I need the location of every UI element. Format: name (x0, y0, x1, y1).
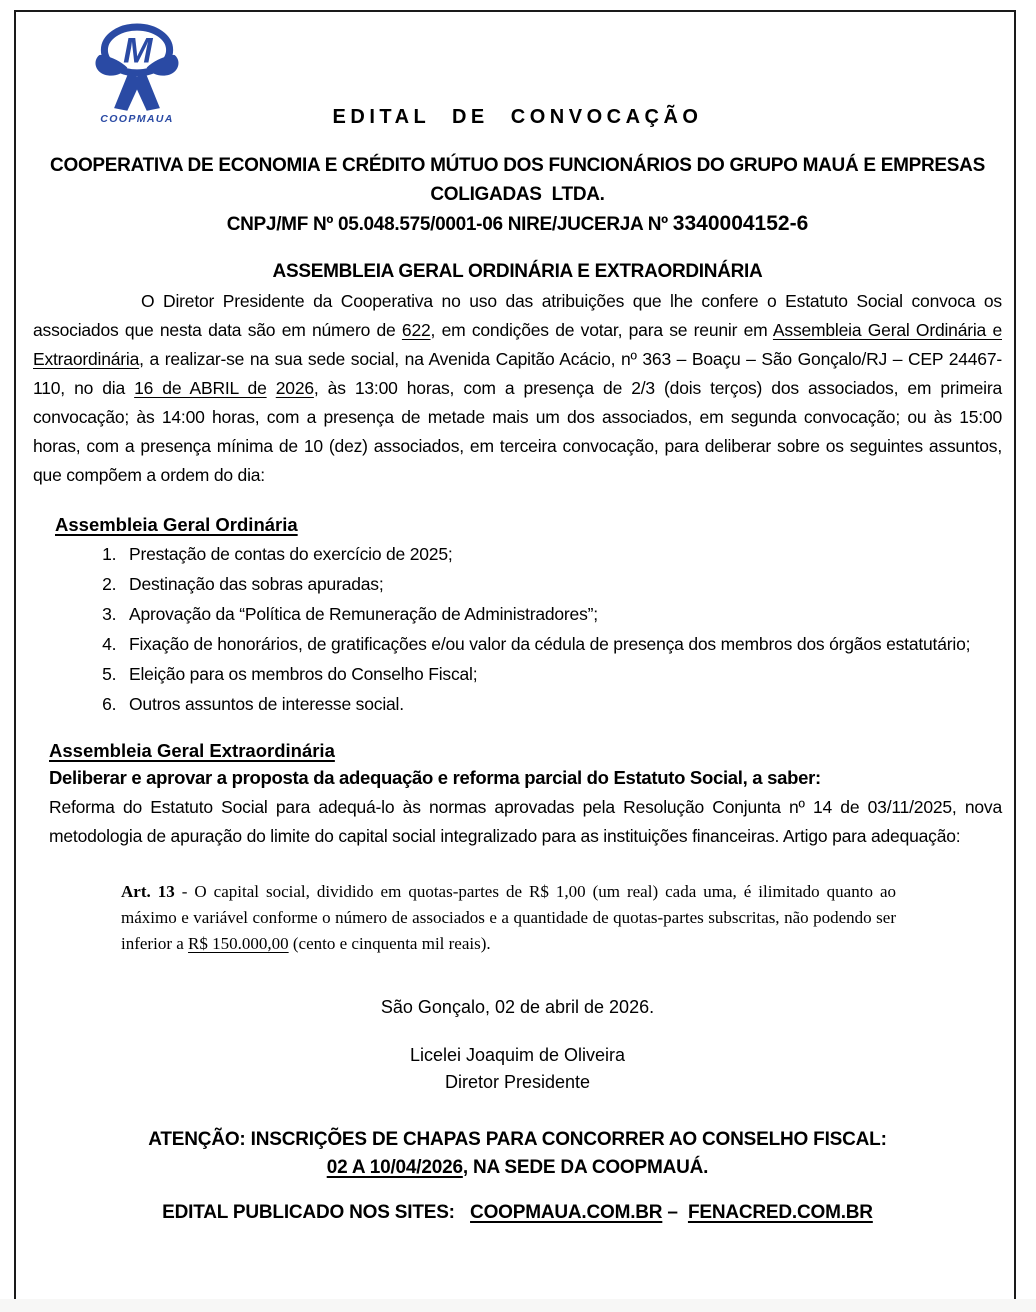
text-segment: , em condições de votar, para se reunir em (430, 320, 773, 340)
attention-deadline (33, 1154, 1002, 1182)
text-segment: Assembleia Geral Ordinária e Extraordinária (33, 320, 1002, 369)
assembly-heading: ASSEMBLEIA GERAL ORDINÁRIA E EXTRAORDINÁRIA (272, 261, 763, 282)
text-segment: , NA SEDE DA COOPMAUÁ. (462, 1157, 709, 1178)
place-date-line: São Gonçalo, 02 de abril de 2026. (380, 997, 655, 1017)
text-segment: - O capital social, dividido em quotas-partes de R$ 1,00 (um real) cada uma, é ilimitado quanto ao máximo e variável conforme o número de associados e a quantidade de quotas-partes subscritas, não podendo ser inferior a (121, 882, 896, 953)
registry-line (33, 209, 1002, 239)
agenda-item: 6. Outros assuntos de interesse social. (121, 690, 1002, 718)
age-paragraph: Reforma do Estatuto Social para adequá-lo às normas aprovadas pela Resolução Conjunta nº 14 de 03/11/2025, nova metodologia de apuração do limite do capital social integralizado para as instituições financeiras. Artigo para adequação: (49, 797, 1002, 846)
document-content (33, 0, 1002, 1224)
agenda-item: 3. Aprovação da “Política de Remuneração de Administradores”; (121, 600, 1002, 628)
text-segment: FENACRED.COM.BR (687, 1202, 873, 1223)
attention-line: ATENÇÃO: INSCRIÇÕES DE CHAPAS PARA CONCORRER AO CONSELHO FISCAL: (148, 1129, 887, 1150)
page-bottom-edge (0, 1299, 1036, 1312)
text-segment: COOPMAUA.COM.BR (470, 1202, 663, 1223)
ago-section-heading: Assembleia Geral Ordinária (55, 514, 298, 535)
logo-monogram: M (123, 31, 153, 71)
text-segment: EDITAL PUBLICADO NOS SITES: (162, 1202, 471, 1223)
age-section-heading: Assembleia Geral Extraordinária (49, 740, 335, 761)
company-name (33, 151, 1002, 209)
age-subtitle: Deliberar e aprovar a proposta da adequação e reforma parcial do Estatuto Social, a saber: (49, 767, 821, 788)
text-segment: R$ 150.000,00 (188, 934, 289, 953)
article-13-text (121, 879, 896, 957)
text-segment (267, 378, 276, 398)
text-segment: O Diretor Presidente da Cooperativa no uso das atribuições que lhe confere o Estatuto Social convoca os associados que nesta data são em número de (33, 291, 1002, 340)
text-segment: 16 de ABRIL de (134, 378, 267, 398)
logo-wordmark: COOPMAUA (100, 113, 174, 124)
agenda-list (33, 540, 1002, 718)
text-segment: – (662, 1202, 688, 1223)
text-segment: , a realizar-se na sua sede social, na Avenida Capitão Acácio, nº 363 – Boaçu – São Gonçalo/RJ – CEP 24467-110, no dia (33, 349, 1002, 398)
agenda-item: 5. Eleição para os membros do Conselho Fiscal; (121, 660, 1002, 688)
text-segment: 02 A 10/04/2026 (326, 1157, 463, 1178)
company-name-line: COOPERATIVA DE ECONOMIA E CRÉDITO MÚTUO DOS FUNCIONÁRIOS DO GRUPO MAUÁ E EMPRESAS (50, 155, 985, 176)
agenda-item: 4. Fixação de honorários, de gratificações e/ou valor da cédula de presença dos membros dos órgãos estatutário; (121, 630, 1002, 658)
agenda-item: 2. Destinação das sobras apuradas; (121, 570, 1002, 598)
registry-number: 3340004152-6 (672, 212, 809, 235)
text-segment: 622 (401, 320, 431, 340)
signer-role: Diretor Presidente (444, 1072, 591, 1092)
signature-block (33, 1042, 1002, 1096)
registry-prefix: CNPJ/MF Nº 05.048.575/0001-06 NIRE/JUCERJA Nº (226, 214, 673, 235)
attention-notice (33, 1126, 1002, 1182)
text-segment: , às 13:00 horas, com a presença de 2/3 (dois terços) dos associados, em primeira convocação; às 14:00 horas, com a presença de metade mais um dos associados, em segunda convocação; ou às 15:00 horas, com a presença mínima de 10 (dez) associados, em terceira convocação, para deliberar sobre os seguintes assuntos, que compõem a ordem do dia: (33, 378, 1002, 485)
text-segment: (cento e cinquenta mil reais). (288, 934, 491, 953)
text-segment: 2026 (275, 378, 314, 398)
document-title: EDITAL DE CONVOCAÇÃO (332, 106, 703, 128)
text-segment: Art. 13 (121, 882, 175, 901)
company-name-line: COLIGADAS LTDA. (430, 184, 605, 205)
intro-paragraph (33, 287, 1002, 490)
agenda-item: 1. Prestação de contas do exercício de 2025; (121, 540, 1002, 568)
publication-line (33, 1202, 1002, 1224)
signer-name: Licelei Joaquim de Oliveira (409, 1045, 626, 1065)
